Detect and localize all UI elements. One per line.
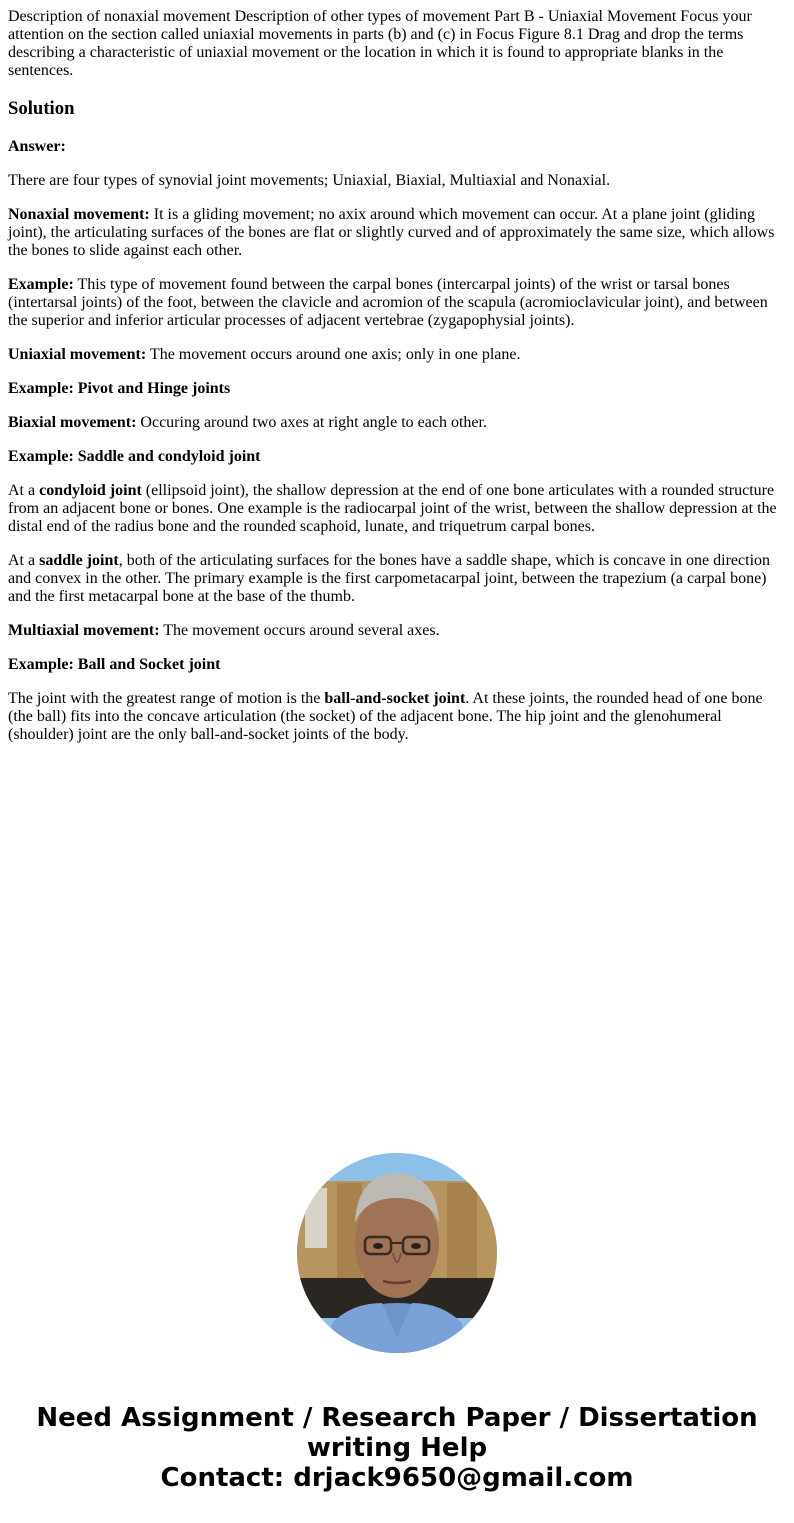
ball-socket-text: . At these joints, the rounded head of one bone (the ball) fits into the concave articulation (the socket) of the adjacent bone. The hip joint and the glenohumeral (shoulder) joint are the only ball-and-socket joints of the body. [8,690,763,743]
biaxial-label: Biaxial movement: [8,414,137,431]
uniaxial-example: Example: Pivot and Hinge joints [8,380,231,397]
condyloid-prefix: At a [8,482,40,499]
nonaxial-text: It is a gliding movement; no axix around which movement can occur. At a plane joint (gliding joint), the articulating surfaces of the bones are flat or slightly curved and of approximately the same size, which allows the bones to slide against each other. [8,206,775,259]
ball-socket-prefix: The joint with the greatest range of motion is the [8,690,325,707]
nonaxial-example-text: This type of movement found between the carpal bones (intercarpal joints) of the wrist or tarsal bones (intertarsal joints) of the foot, between the clavicle and acromion of the scapula (acromioclavicular joint), and between the superior and inferior articular processes of adjacent vertebrae (zygapophysial joints). [8,276,768,329]
saddle-term: saddle joint [39,552,119,569]
saddle-text: , both of the articulating surfaces for the bones have a saddle shape, which is concave in one direction and convex in the other. The primary example is the first carpometacarpal joint, between the trapezium (a carpal bone) and the first metacarpal bone at the base of the thumb. [8,552,771,605]
banner-line-2: writing Help [306,1433,488,1463]
biaxial-example: Example: Saddle and condyloid joint [8,448,261,465]
saddle-prefix: At a [8,552,40,569]
solution-heading: Solution [8,98,75,119]
biaxial-paragraph [8,414,784,432]
uniaxial-example-paragraph [8,380,784,398]
multiaxial-label: Multiaxial movement: [8,622,160,639]
condyloid-paragraph [8,482,784,536]
person-photo-icon [297,1153,497,1353]
multiaxial-example: Example: Ball and Socket joint [8,656,221,673]
banner-line-1: Need Assignment / Research Paper / Dissertation [36,1403,758,1433]
biaxial-example-paragraph [8,448,784,466]
uniaxial-paragraph [8,346,784,364]
biaxial-text: Occuring around two axes at right angle to each other. [136,414,487,431]
ball-socket-term: ball-and-socket joint [324,690,466,707]
answer-label-paragraph [8,138,784,156]
contact-email: Contact: drjack9650@gmail.com [160,1463,634,1493]
document-content [8,8,784,760]
contact-banner [0,1403,794,1493]
intro-paragraph: There are four types of synovial joint movements; Uniaxial, Biaxial, Multiaxial and Nonaxial. [8,172,611,189]
uniaxial-text: The movement occurs around one axis; only in one plane. [146,346,521,363]
nonaxial-example-paragraph [8,276,784,330]
avatar [297,1153,497,1353]
multiaxial-example-paragraph [8,656,784,674]
nonaxial-paragraph [8,206,784,260]
multiaxial-paragraph [8,622,784,640]
answer-label: Answer: [8,138,66,155]
saddle-paragraph [8,552,784,606]
nonaxial-label: Nonaxial movement: [8,206,150,223]
multiaxial-text: The movement occurs around several axes. [159,622,440,639]
ball-socket-paragraph [8,690,784,744]
uniaxial-label: Uniaxial movement: [8,346,147,363]
condyloid-term: condyloid joint [39,482,142,499]
nonaxial-example-label: Example: [8,276,74,293]
condyloid-text: (ellipsoid joint), the shallow depression at the end of one bone articulates with a rounded structure from an adjacent bone or bones. One example is the radiocarpal joint of the wrist, between the shallow depression at the distal end of the radius bone and the rounded scaphoid, lunate, and triquetrum carpal bones. [8,482,777,535]
question-text: Description of nonaxial movement Description of other types of movement Part B - Uniaxial Movement Focus your attention on the section called uniaxial movements in parts (b) and (c) in Focus Figure 8.1 Drag and drop the terms describing a characteristic of uniaxial movement or the location in which it is found to appropriate blanks in the sentences. [8,8,752,79]
